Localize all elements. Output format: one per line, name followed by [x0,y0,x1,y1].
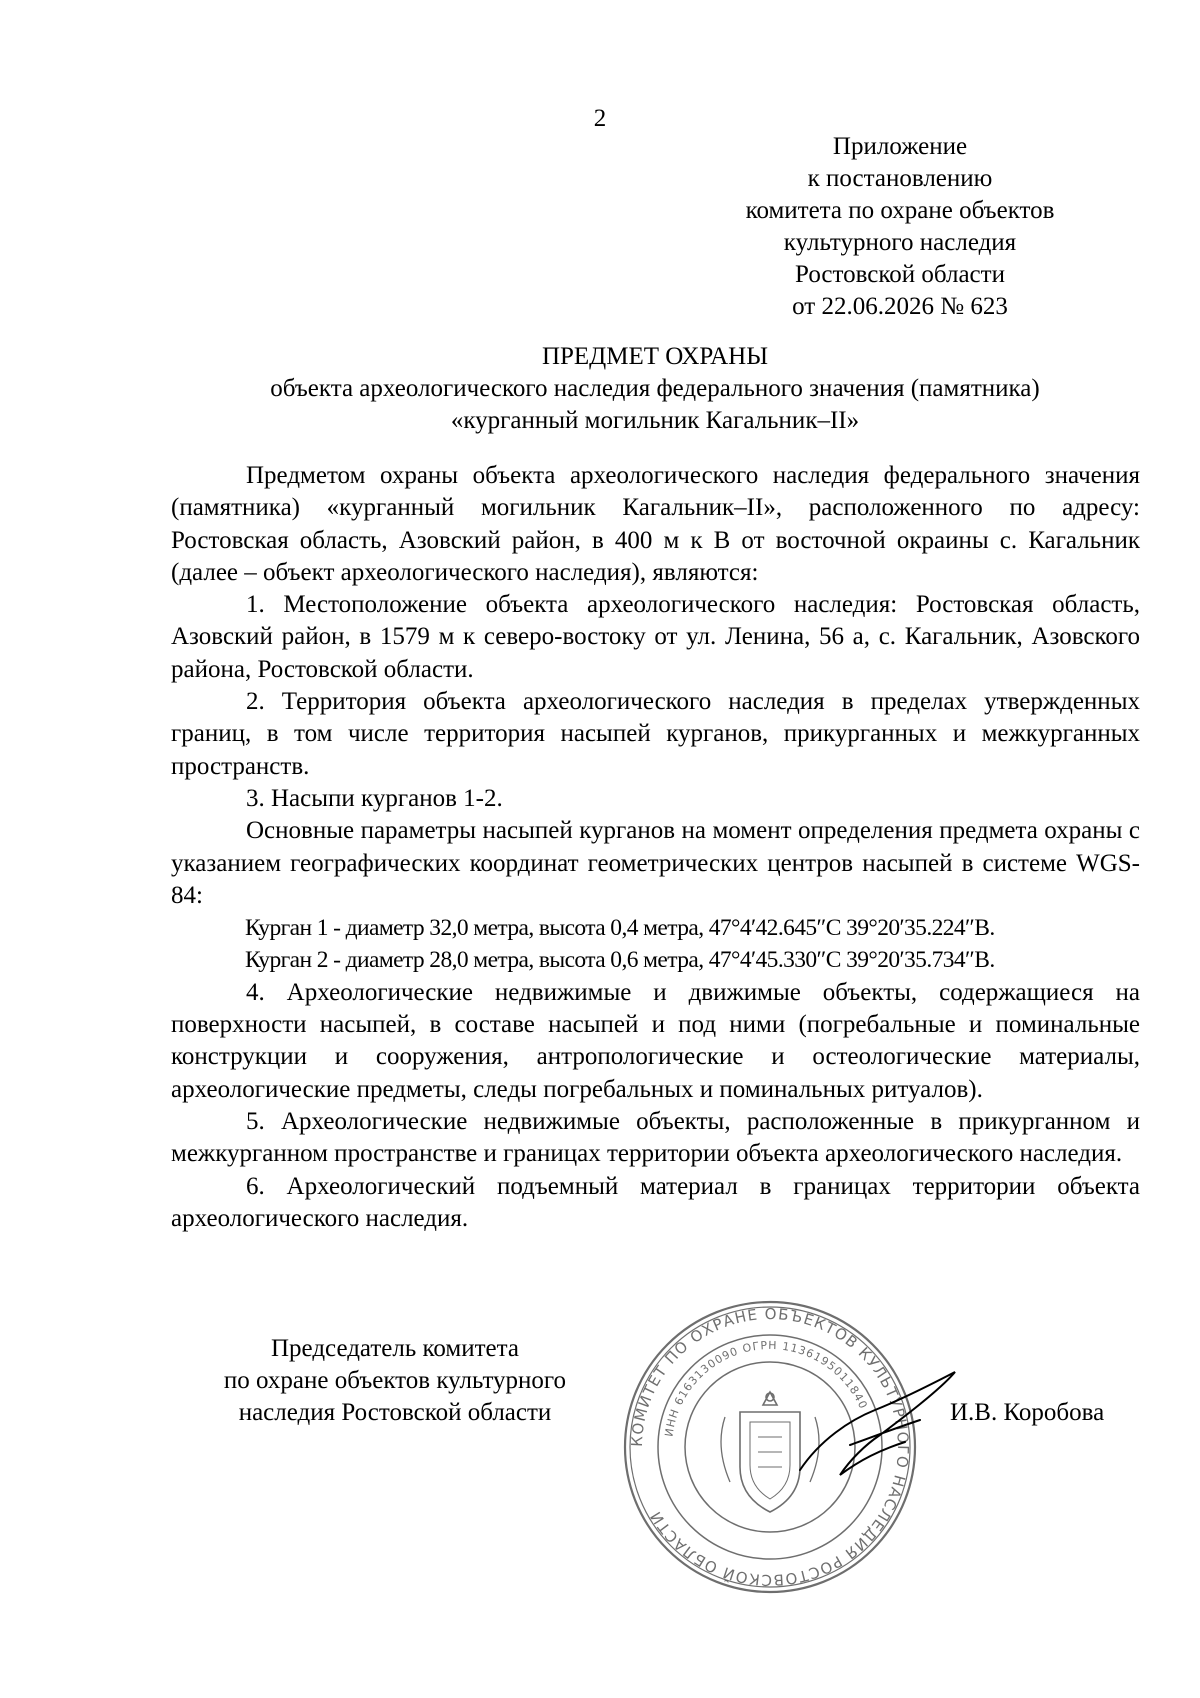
appendix-line: Приложение [832,133,968,160]
appendix-line: к постановлению [807,165,993,192]
title-subtitle-line: объекта археологического наследия федерального значения (памятника) [270,375,1040,402]
handwritten-signature [780,1350,980,1510]
item-2-paragraph: 2. Территория объекта археологического наследия в пределах утвержденных границ, в том числе территория насыпей курганов, прикурганных и межкурганных пространств. [171,688,1140,780]
signatory-position-line: Председатель комитета [271,1335,519,1362]
appendix-line: от 22.06.2026 № 623 [792,293,1008,320]
appendix-header [730,131,1070,323]
title-heading: ПРЕДМЕТ ОХРАНЫ [541,343,769,370]
item-5-paragraph: 5. Археологические недвижимые объекты, расположенные в прикурганном и межкурганном пространстве и границах территории объекта археологического наследия. [171,1107,1140,1168]
page-number: 2 [593,105,607,132]
document-title [170,341,1140,437]
signatory-name: И.В. Коробова [950,1399,1105,1426]
signatory-position [170,1333,620,1429]
signatory-position-line: по охране объектов культурного [223,1367,567,1394]
document-body [171,460,1140,1235]
signatory-position-line: наследия Ростовской области [238,1399,552,1426]
item-4-paragraph: 4. Археологические недвижимые и движимые объекты, содержащиеся на поверхности насыпей, в составе насыпей и под ними (погребальные и поминальные конструкции и сооружения, антропологические и остеологические материалы, археологические предметы, следы погребальных и поминальных ритуалов). [171,978,1140,1103]
seal-inner-text: ИНН 6163130090 ОГРН 1136195011840 [662,1338,870,1438]
parameters-paragraph: Основные параметры насыпей курганов на момент определения предмета охраны с указанием географических координат геометрических центров насыпей в системе WGS-84: [171,817,1140,909]
title-subtitle-line: «курганный могильник Кагальник–II» [450,407,860,434]
intro-paragraph: Предметом охраны объекта археологического наследия федерального значения (памятника) «курганный могильник Кагальник–II», расположенного по адресу: Ростовская область, Азовский район, в 400 м к В от восточной окраины с. Кагальник (далее – объект археологического наследия), являются: [171,462,1140,586]
kurgan-1-line: Курган 1 - диаметр 32,0 метра, высота 0,4 метра, 47°4′42.645″С 39°20′35.224″В. [245,915,995,942]
seal-outer-text: КОМИТЕТ ПО ОХРАНЕ ОБЪЕКТОВ КУЛЬТУРНОГО НАСЛЕДИЯ РОСТОВСКОЙ ОБЛАСТИ [627,1304,913,1590]
appendix-line: культурного наследия [783,229,1017,256]
appendix-line: Ростовской области [795,261,1005,288]
item-6-paragraph: 6. Археологический подъемный материал в границах территории объекта археологического наследия. [171,1172,1140,1232]
kurgan-2-line: Курган 2 - диаметр 28,0 метра, высота 0,6 метра, 47°4′45.330″С 39°20′35.734″В. [245,947,995,974]
appendix-line: комитета по охране объектов [745,197,1055,224]
item-1-paragraph: 1. Местоположение объекта археологического наследия: Ростовская область, Азовский район, в 1579 м к северо-востоку от ул. Ленина, 56 а, с. Кагальник, Азовского района, Ростовской области. [171,591,1140,683]
item-3-paragraph: 3. Насыпи курганов 1-2. [246,784,503,812]
